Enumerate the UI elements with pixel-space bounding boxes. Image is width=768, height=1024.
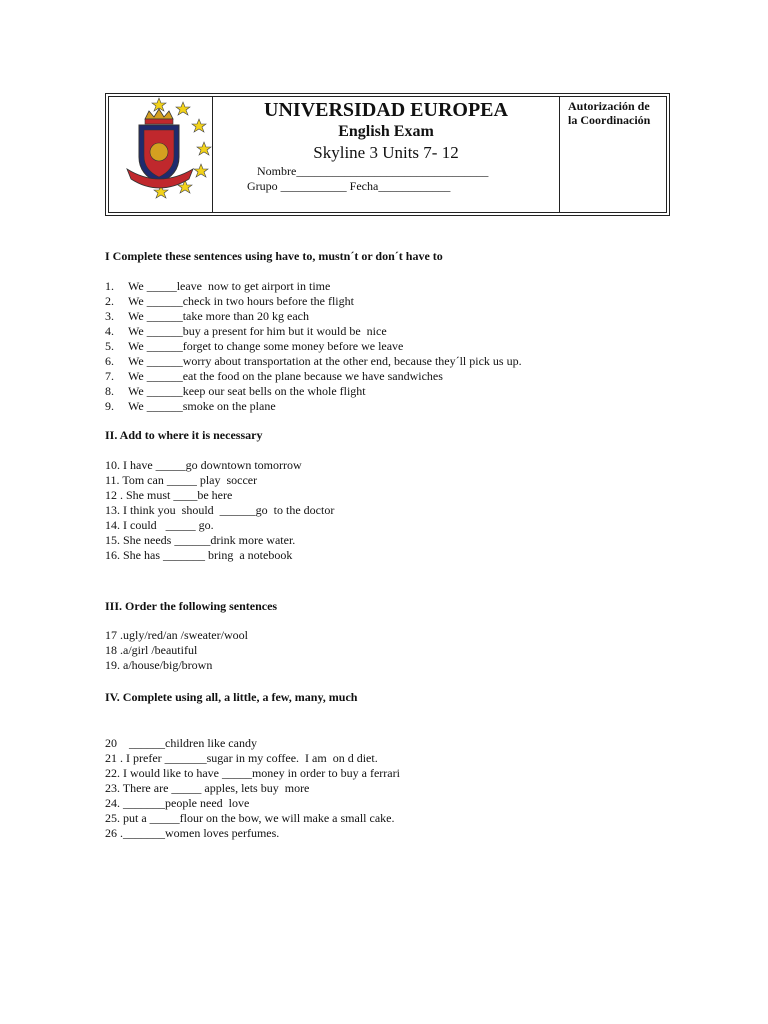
list-item: 14. I could _____ go. <box>105 518 214 532</box>
list-item: 5. We ______forget to change some money before we leave <box>105 339 404 353</box>
list-item: 24. _______people need love <box>105 796 250 810</box>
star-icon <box>192 119 206 132</box>
list-item: 22. I would like to have _____money in order to buy a ferrari <box>105 766 400 780</box>
list-item: 16. She has _______ bring a notebook <box>105 548 293 562</box>
authorization-label: Autorización de la Coordinación <box>568 99 651 127</box>
list-item: 17 .ugly/red/an /sweater/wool <box>105 628 248 642</box>
star-icon <box>176 102 190 115</box>
section-2-title: II. Add to where it is necessary <box>105 428 263 442</box>
list-item: 9. We ______smoke on the plane <box>105 399 276 413</box>
list-item: 23. There are _____ apples, lets buy more <box>105 781 310 795</box>
exam-header-inner <box>108 96 667 213</box>
logo-cell <box>109 97 213 212</box>
list-item: 25. put a _____flour on the bow, we will make a small cake. <box>105 811 395 825</box>
list-item: 20 ______children like candy <box>105 736 257 750</box>
list-item: 21 . I prefer _______sugar in my coffee. I am on d diet. <box>105 751 378 765</box>
list-item: 8. We ______keep our seat bells on the whole flight <box>105 384 366 398</box>
list-item: 3. We ______take more than 20 kg each <box>105 309 309 323</box>
title-cell <box>213 97 560 212</box>
list-item: 13. I think you should ______go to the doctor <box>105 503 335 517</box>
name-field[interactable]: Nombre________________________________ <box>257 164 489 178</box>
list-item: 26 ._______women loves perfumes. <box>105 826 280 840</box>
star-icon <box>197 142 211 155</box>
list-item: 10. I have _____go downtown tomorrow <box>105 458 302 472</box>
exam-units: Skyline 3 Units 7- 12 <box>313 143 459 162</box>
star-icon <box>194 164 208 177</box>
list-item: 7. We ______eat the food on the plane because we have sandwiches <box>105 369 443 383</box>
group-date-field[interactable]: Grupo ___________ Fecha____________ <box>247 179 451 193</box>
university-name: UNIVERSIDAD EUROPEA <box>264 99 508 121</box>
section-3-title: III. Order the following sentences <box>105 599 278 613</box>
list-item: 4. We ______buy a present for him but it would be nice <box>105 324 387 338</box>
list-item: 6. We ______worry about transportation at the other end, because they´ll pick us up. <box>105 354 522 368</box>
university-crest-icon <box>109 97 212 215</box>
list-item: 12 . She must ____be here <box>105 488 233 502</box>
list-item: 11. Tom can _____ play soccer <box>105 473 258 487</box>
list-item: 15. She needs ______drink more water. <box>105 533 296 547</box>
list-item: 2. We ______check in two hours before the flight <box>105 294 354 308</box>
authorization-cell <box>560 97 666 212</box>
list-item: 1. We _____leave now to get airport in time <box>105 279 331 293</box>
list-item: 19. a/house/big/brown <box>105 658 213 672</box>
exam-name: English Exam <box>338 123 434 140</box>
exam-header <box>105 93 670 216</box>
list-item: 18 .a/girl /beautiful <box>105 643 198 657</box>
section-1-title: I Complete these sentences using have to, mustn´t or don´t have to <box>105 249 443 263</box>
section-4-title: IV. Complete using all, a little, a few, many, much <box>105 690 358 704</box>
